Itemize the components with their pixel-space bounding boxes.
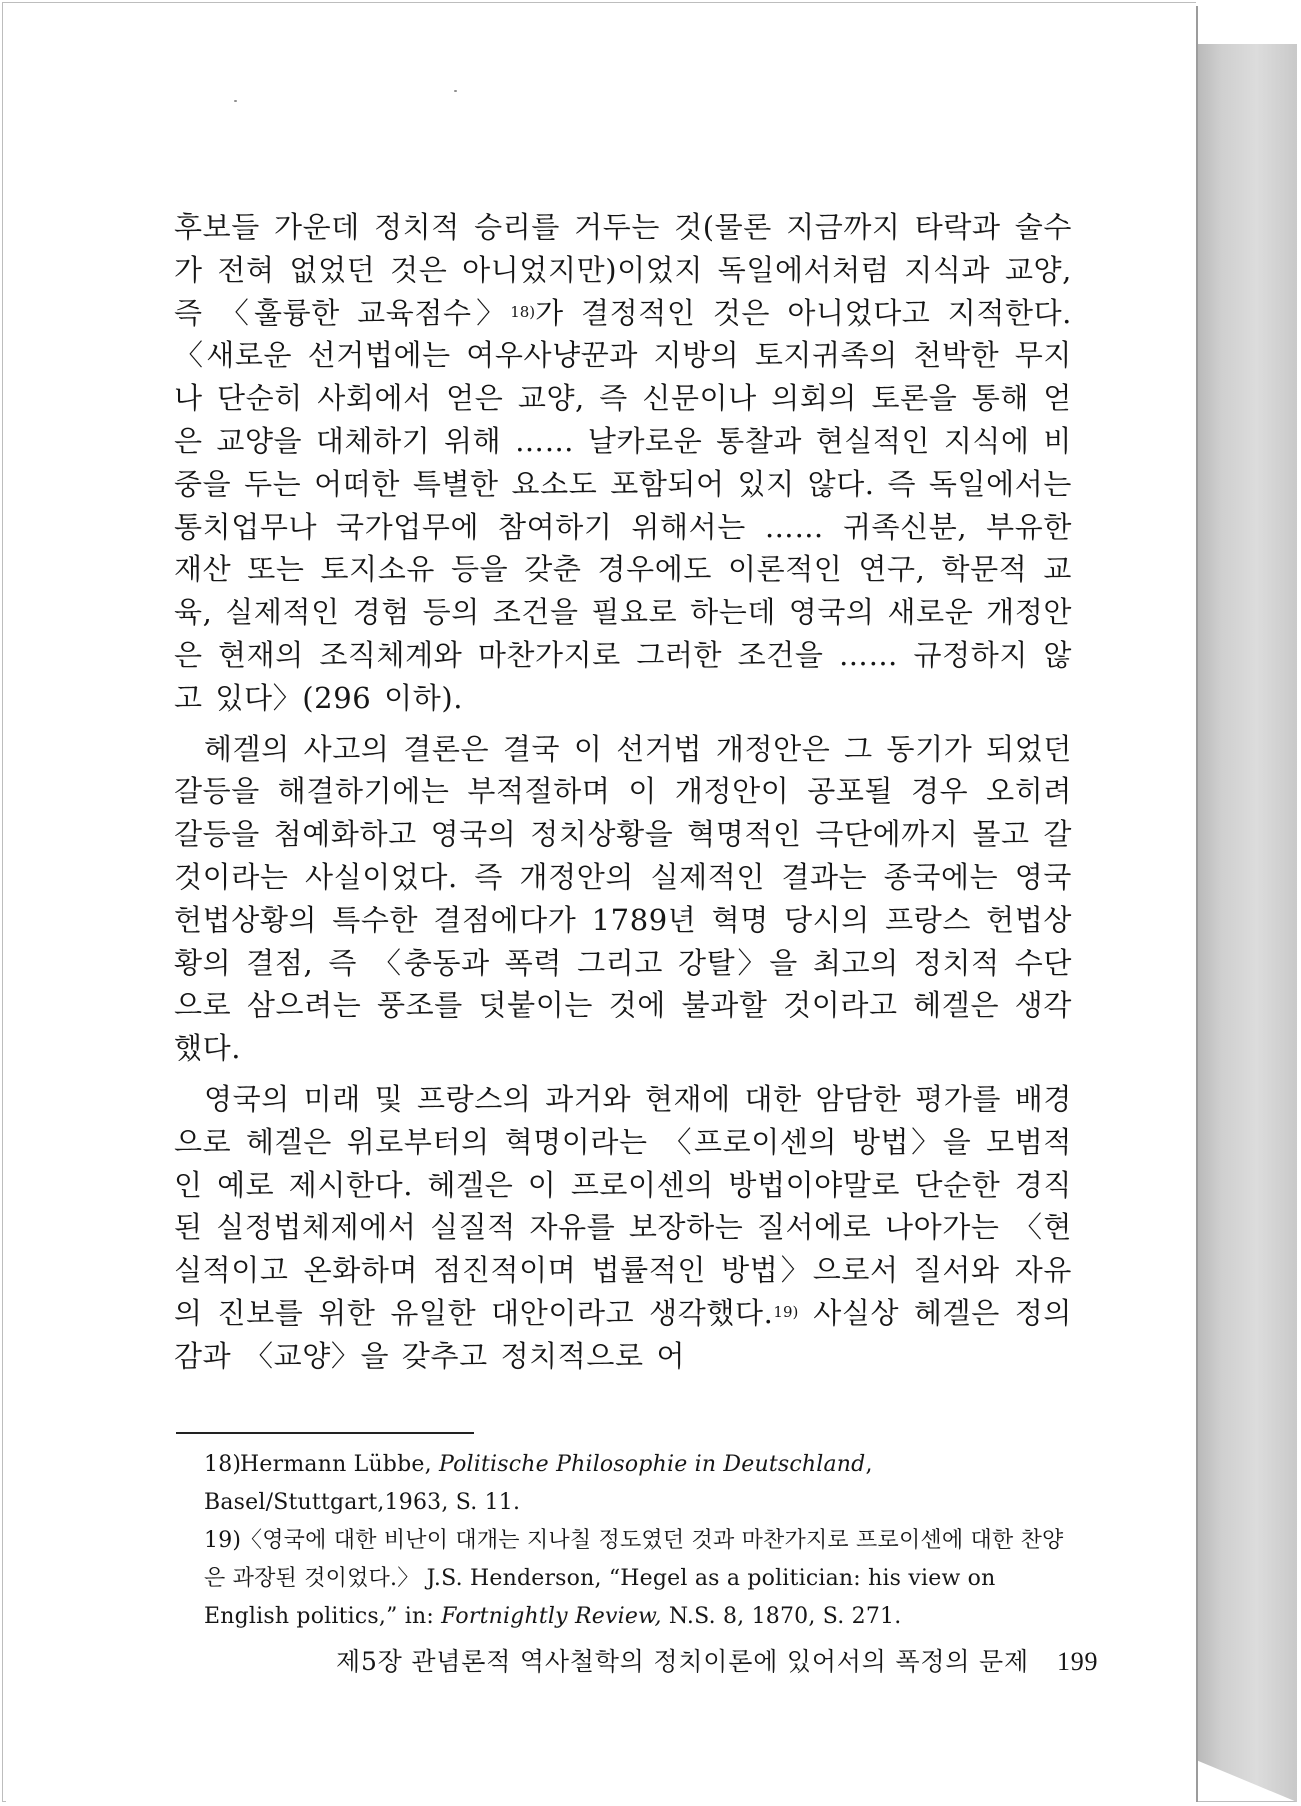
running-title: 제5장 관념론적 역사철학의 정치이론에 있어서의 폭정의 문제 [336, 1647, 1029, 1676]
paragraph [174, 1078, 1072, 1378]
footnote-19 [204, 1522, 1072, 1636]
body-text [174, 206, 1072, 1378]
footnote-text [204, 1528, 1064, 1629]
page-footer [336, 1642, 1099, 1678]
footnote-ref: 18) [510, 302, 536, 321]
text-run: 후보들 가운데 정치적 승리를 거두는 것(물론 지금까지 타락과 술수가 전혀 없었던 것은 아니었지만)이었지 독일에서처럼 지식과 교양, 즉 〈훌륭한 교육점수〉 [174, 210, 1072, 330]
footnote-number: 19) [204, 1528, 242, 1553]
footnotes [204, 1446, 1072, 1636]
book-page [6, 6, 1196, 1802]
text-run: 사실상 헤겔은 정의감과 〈교양〉을 갖추고 정치적으로 어 [174, 1295, 1072, 1373]
footnote-ref: 19) [773, 1302, 799, 1321]
text-run: 〈영국에 대한 비난이 대개는 지나칠 정도였던 것과 마찬가지로 프로이센에 대한 찬양은 과장된 것이었다.〉 J.S. Henderson, “Hegel as a politician: his view on English politics,” in: [204, 1528, 1064, 1629]
footnote-rule [176, 1432, 474, 1434]
text-run: Hermann Lübbe, [240, 1452, 439, 1477]
footnote-text [204, 1452, 873, 1515]
text-run: N.S. 8, 1870, S. 271. [661, 1604, 902, 1629]
text-run: 헤겔의 사고의 결론은 결국 이 선거법 개정안은 그 동기가 되었던 갈등을 해결하기에는 부적절하며 이 개정안이 공포될 경우 오히려 갈등을 첨예화하고 영국의 정치상황을 혁명적인 극단에까지 몰고 갈 것이라는 사실이었다. 즉 개정안의 실제적인 결과는 종국에는 영국 헌법상황의 특수한 결점에다가 1789년 혁명 당시의 프랑스 헌법상황의 결점, 즉 〈충동과 폭력 그리고 강탈〉을 최고의 정치적 수단으로 삼으려는 풍조를 덧붙이는 것에 불과할 것이라고 헤겔은 생각했다. [174, 731, 1072, 1066]
italic-title: Politische Philosophie in Deutschland [438, 1452, 866, 1477]
paragraph [174, 728, 1072, 1070]
footnote-18 [204, 1446, 1072, 1522]
book-top-corner [1196, 2, 1297, 44]
print-speck [454, 90, 457, 92]
page-number: 199 [1056, 1647, 1099, 1676]
footnote-number: 18) [204, 1452, 242, 1477]
text-run: 영국의 미래 및 프랑스의 과거와 현재에 대한 암담한 평가를 배경으로 헤겔은 위로부터의 혁명이라는 〈프로이센의 방법〉을 모범적인 예로 제시한다. 헤겔은 이 프로이센의 방법이야말로 단순한 경직된 실정법체제에서 실질적 자유를 보장하는 질서에로 나아가는 〈현실적이고 온화하며 점진적이며 법률적인 방법〉으로서 질서와 자유의 진보를 위한 유일한 대안이라고 생각했다. [174, 1081, 1072, 1330]
text-run: , Basel/Stuttgart,1963, S. 11. [204, 1452, 873, 1515]
text-run: 가 결정적인 것은 아니었다고 지적한다. 〈새로운 선거법에는 여우사냥꾼과 지방의 토지귀족의 천박한 무지나 단순히 사회에서 얻은 교양, 즉 신문이나 의회의 토론을 통해 얻은 교양을 대체하기 위해 …… 날카로운 통찰과 현실적인 지식에 비중을 두는 어떠한 특별한 요소도 포함되어 있지 않다. 즉 독일에서는 통치업무나 국가업무에 참여하기 위해서는 …… 귀족신분, 부유한 재산 또는 토지소유 등을 갖춘 경우에도 이론적인 연구, 학문적 교육, 실제적인 경험 등의 조건을 필요로 하는데 영국의 새로운 개정안은 현재의 조직체계와 마찬가지로 그러한 조건을 …… 규정하지 않고 있다〉(296 이하). [174, 295, 1073, 715]
paragraph [174, 206, 1072, 720]
print-speck [234, 100, 237, 102]
italic-title: Fortnightly Review, [441, 1604, 662, 1629]
book-edge [1196, 2, 1297, 1802]
